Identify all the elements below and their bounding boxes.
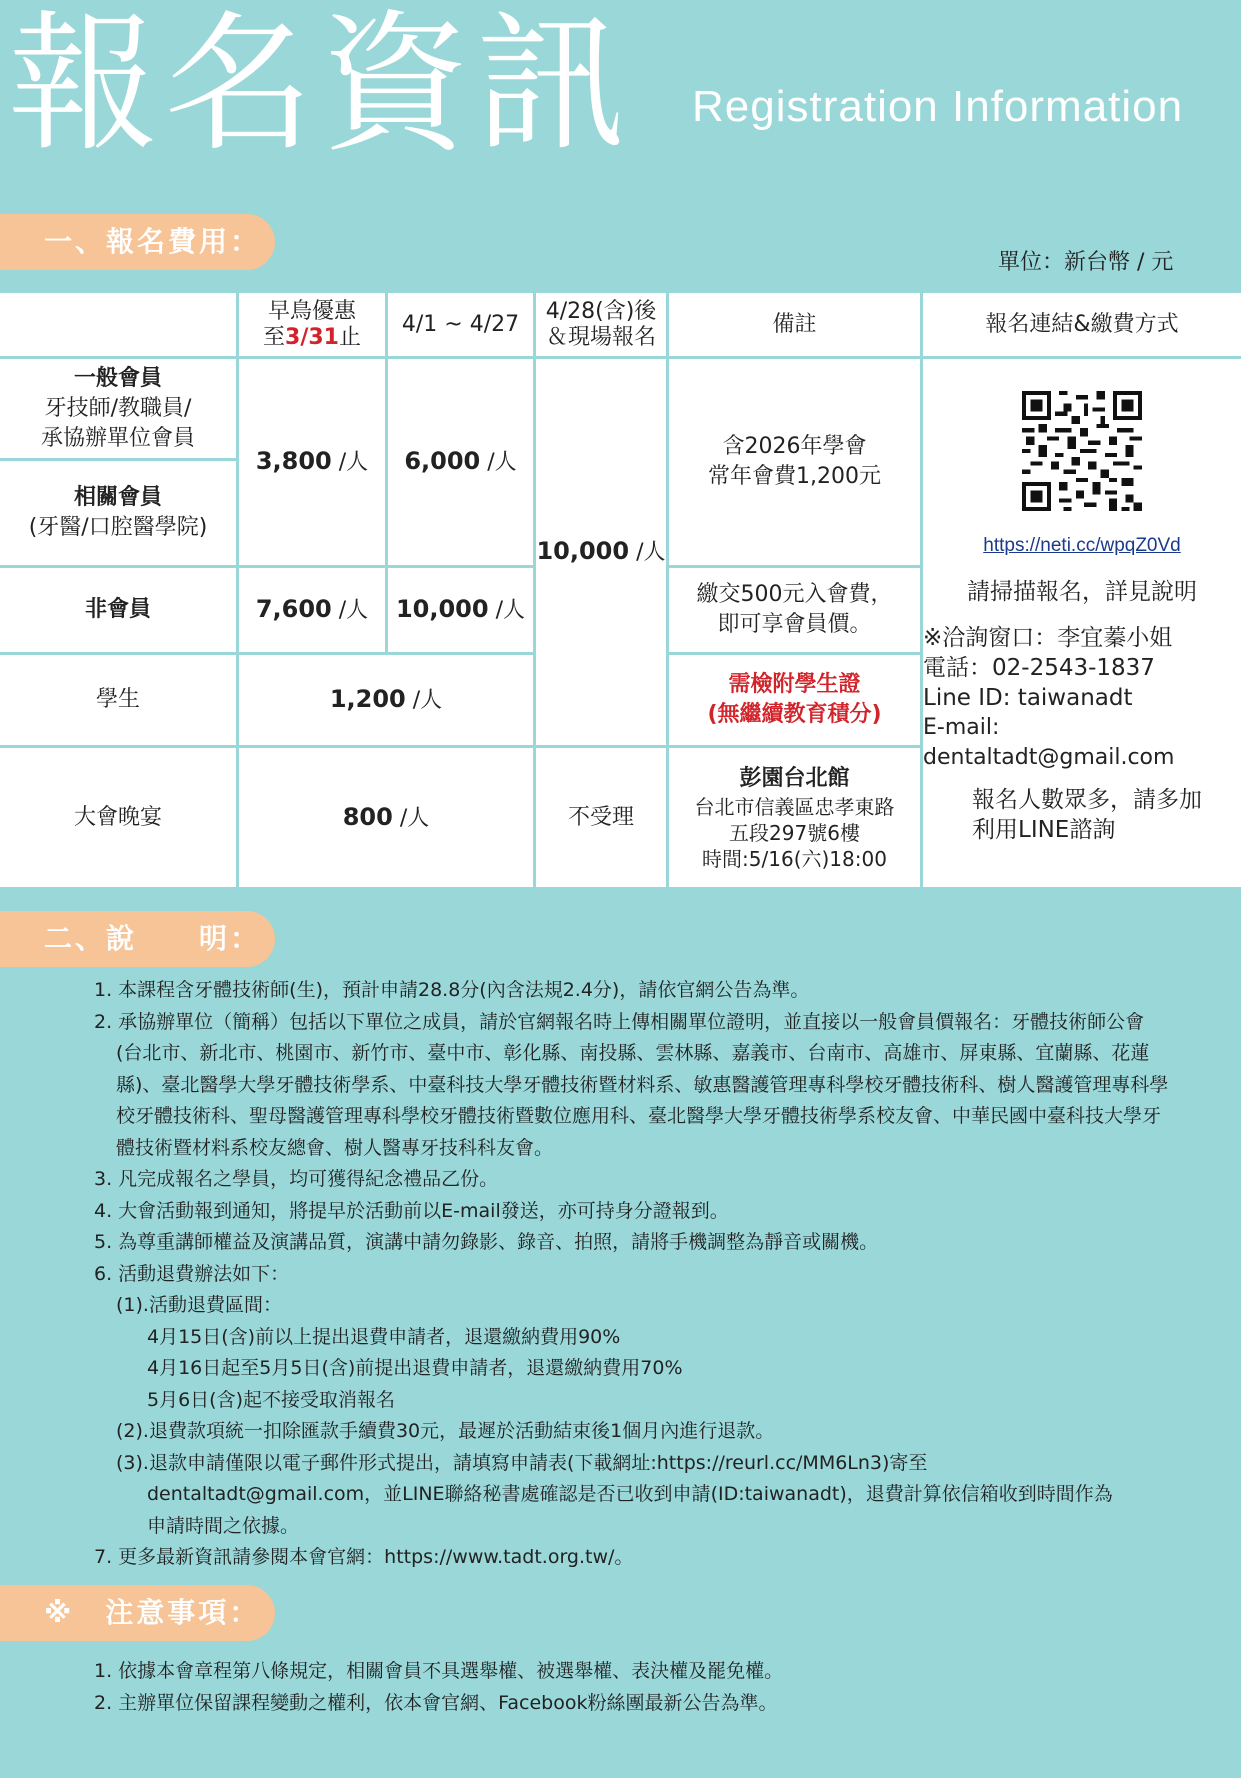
qr-code-icon[interactable]: [1022, 391, 1142, 511]
registration-url-link[interactable]: https://neti.cc/wpqZ0Vd: [983, 535, 1181, 556]
row-banquet-label: 大會晚宴: [0, 748, 236, 887]
note-item: 6. 活動退費辦法如下：: [94, 1262, 290, 1285]
related-member-title: 相關會員: [73, 485, 162, 510]
note-item: 2. 承協辦單位（簡稱）包括以下單位之成員，請於官網報名時上傳相關單位證明，並直接以一般會員價報名：牙體技術師公會: [94, 1010, 1145, 1033]
general-member-line2: 牙技師/教職員/: [44, 395, 192, 421]
general-member-title: 一般會員: [73, 365, 162, 391]
banquet-late: 不受理: [536, 748, 666, 887]
banquet-time: 時間:5/16(六)18:00: [702, 846, 887, 871]
nonmember-remark: [669, 568, 920, 652]
member-mid-value: 6,000: [404, 447, 481, 475]
per-person: /人: [338, 450, 369, 475]
header-remark: 備註: [669, 293, 920, 356]
registration-info-panel: [923, 359, 1241, 887]
header-late-line1: 4/28(含)後: [545, 298, 657, 324]
header-early-date: 3/31: [285, 324, 339, 350]
member-early-value: 3,800: [255, 447, 332, 475]
header-link: 報名連結&繳費方式: [923, 293, 1241, 356]
note-item: (3).退款申請僅限以電子郵件形式提出，請填寫申請表(下載網址:https://reurl.cc/MM6Ln3)寄至: [116, 1451, 928, 1474]
row-student-label: 學生: [0, 655, 236, 745]
nonmember-remark-line2: 即可享會員價。: [717, 612, 872, 637]
note-item: 校牙體技術科、聖母醫護管理專科學校牙體技術暨數位應用科、臺北醫學大學牙體技術學系校友會、中華民國中臺科技大學牙: [116, 1105, 1162, 1127]
caution-item: 1. 依據本會章程第八條規定，相關會員不具選舉權、被選舉權、表決權及罷免權。: [94, 1660, 784, 1682]
caution-list: [94, 1656, 783, 1719]
scan-instruction: 請掃描報名，詳見說明: [967, 579, 1197, 605]
header-early-post: 止: [338, 324, 361, 350]
line-tip-2: 利用LINE諮詢: [972, 817, 1116, 843]
header-early-line2: [263, 325, 361, 351]
header-early-pre: 至: [263, 324, 286, 350]
per-person: /人: [636, 540, 666, 565]
contact-email[interactable]: E-mail: dentaltadt@gmail.com: [923, 715, 1175, 770]
note-item: 3. 凡完成報名之學員，均可獲得紀念禮品乙份。: [94, 1168, 499, 1190]
note-item: 5月6日(含)起不接受取消報名: [147, 1388, 396, 1411]
late-price-value: 10,000: [536, 537, 630, 565]
student-remark-line2: (無繼續教育積分): [707, 702, 882, 727]
general-member-line3: 承協辦單位會員: [40, 425, 195, 451]
note-item: 1. 本課程含牙體技術師(生)，預計申請28.8分(內含法規2.4分)，請依官網公告為準。: [94, 979, 810, 1001]
contact-phone: 電話：02-2543-1837: [923, 655, 1155, 681]
row-related-member-label: [0, 461, 236, 565]
student-remark-line1: 需檢附學生證: [728, 672, 861, 697]
note-item: 4月16日起至5月5日(含)前提出退費申請者，退還繳納費用70%: [147, 1357, 683, 1379]
per-person: /人: [399, 805, 430, 831]
student-price-value: 1,200: [329, 685, 406, 713]
line-tip-1: 報名人數眾多，請多加: [972, 787, 1202, 813]
caution-item: 2. 主辦單位保留課程變動之權利，依本會官網、Facebook粉絲團最新公告為準。: [94, 1691, 778, 1714]
header-late-period: [536, 293, 666, 356]
banquet-price: [239, 748, 533, 887]
per-person: /人: [338, 598, 369, 623]
student-price: [239, 655, 533, 745]
header-late-line2: ＆現場報名: [545, 324, 656, 350]
note-item: 體技術暨材料系校友總會、樹人醫專牙技科科友會。: [116, 1136, 554, 1159]
fee-table: [0, 293, 1241, 887]
banquet-address-1: 台北市信義區忠孝東路: [694, 794, 895, 819]
line-tip: [962, 785, 1202, 845]
note-item: (台北市、新北市、桃園市、新竹市、臺中市、彰化縣、南投縣、雲林縣、嘉義市、台南市、高雄市、屏東縣、宜蘭縣、花蓮: [116, 1042, 1150, 1064]
page-title-chinese: 報名資訊: [8, 0, 633, 172]
notes-section-label: 二、說 明：: [0, 911, 275, 967]
nonmember-remark-line1: 繳交500元入會費，: [696, 582, 893, 607]
late-price: [536, 359, 666, 745]
contact-line-id: Line ID: taiwanadt: [923, 685, 1133, 711]
nonmember-early-price: [239, 568, 385, 652]
header-early-bird: [239, 293, 385, 356]
banquet-venue: [669, 748, 920, 887]
banquet-venue-name: 彭園台北館: [739, 765, 850, 791]
member-early-price: [239, 359, 385, 565]
header-mid-period: 4/1 ~ 4/27: [388, 293, 533, 356]
note-item: (1).活動退費區間：: [116, 1294, 282, 1316]
note-item: 7. 更多最新資訊請參閱本會官網：https://www.tadt.org.tw/。: [94, 1546, 634, 1568]
caution-section-label: ※ 注意事項：: [0, 1585, 275, 1641]
note-item: 4. 大會活動報到通知，將提早於活動前以E-mail發送，亦可持身分證報到。: [94, 1199, 729, 1222]
currency-unit: 單位：新台幣 / 元: [998, 250, 1174, 275]
note-item: dentaltadt@gmail.com，並LINE聯絡秘書處確認是否已收到申請(ID:taiwanadt)，退費計算依信箱收到時間作為: [147, 1483, 1113, 1505]
note-item: 5. 為尊重講師權益及演講品質，演講中請勿錄影、錄音、拍照，請將手機調整為靜音或關機。: [94, 1231, 879, 1253]
per-person: /人: [487, 450, 517, 475]
note-item: 4月15日(含)前以上提出退費申請者，退還繳納費用90%: [147, 1325, 621, 1348]
per-person: /人: [495, 598, 526, 623]
related-member-line2: (牙醫/口腔醫學院): [28, 515, 208, 540]
student-remark: [669, 655, 920, 745]
note-item: 縣)、臺北醫學大學牙體技術學系、中臺科技大學牙體技術暨材料系、敏惠醫護管理專科學校牙體技術科、樹人醫護管理專科學: [116, 1073, 1169, 1096]
page-title-english: Registration Information: [692, 82, 1184, 131]
banquet-price-value: 800: [342, 802, 393, 831]
contact-info: [923, 623, 1241, 773]
row-nonmember-label: 非會員: [0, 568, 236, 652]
note-item: 申請時間之依據。: [147, 1514, 300, 1537]
notes-list: [94, 975, 1168, 1574]
nonmember-mid-value: 10,000: [395, 595, 489, 623]
member-mid-price: [388, 359, 533, 565]
nonmember-early-value: 7,600: [255, 595, 332, 623]
per-person: /人: [412, 688, 443, 713]
fees-section-label: 一、報名費用：: [0, 214, 275, 270]
row-general-member-label: [0, 359, 236, 458]
member-remark-line1: 含2026年學會: [722, 434, 867, 459]
note-item: (2).退費款項統一扣除匯款手續費30元，最遲於活動結束後1個月內進行退款。: [116, 1420, 775, 1442]
contact-window: ※洽詢窗口：李宜蓁小姐: [923, 625, 1173, 651]
member-remark: [669, 359, 920, 565]
header-early-line1: 早鳥優惠: [267, 298, 356, 324]
member-remark-line2: 常年會費1,200元: [708, 464, 881, 489]
banquet-address-2: 五段297號6樓: [729, 820, 860, 845]
table-header-blank: [0, 293, 236, 356]
nonmember-mid-price: [388, 568, 533, 652]
